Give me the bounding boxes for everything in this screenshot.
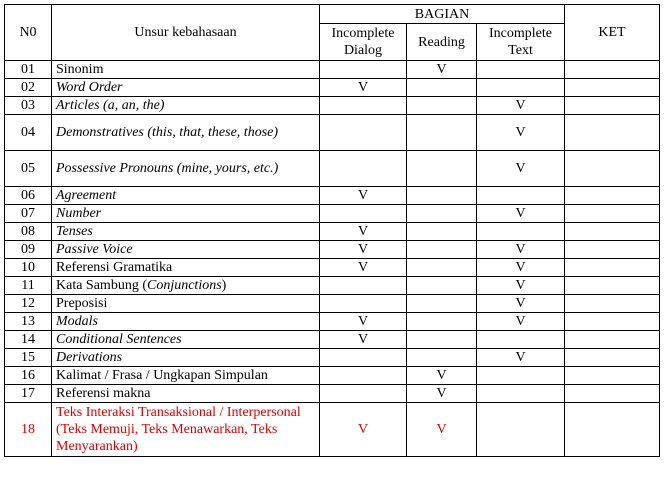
mark-incomplete-text: V <box>477 115 565 151</box>
mark-incomplete-dialog <box>320 367 407 385</box>
ket-cell <box>565 259 660 277</box>
unsur-text: Modals <box>56 314 98 329</box>
mark-incomplete-dialog: V <box>320 241 407 259</box>
unsur-text: Passive Voice <box>56 242 133 257</box>
unsur-text: Derivations <box>56 350 123 365</box>
header-unsur: Unsur kebahasaan <box>52 5 320 61</box>
mark-incomplete-dialog: V <box>320 313 407 331</box>
header-no: N0 <box>5 5 52 61</box>
row-number: 11 <box>5 277 52 295</box>
mark-reading: V <box>407 367 477 385</box>
ket-cell <box>565 61 660 79</box>
unsur-text: Conditional Sentences <box>56 332 182 347</box>
mark-reading <box>407 277 477 295</box>
unsur-kebahasaan <box>52 97 320 115</box>
mark-incomplete-dialog: V <box>320 403 407 457</box>
row-number: 10 <box>5 259 52 277</box>
unsur-kebahasaan <box>52 385 320 403</box>
table-row <box>5 187 660 205</box>
table-row <box>5 241 660 259</box>
mark-incomplete-dialog: V <box>320 331 407 349</box>
unsur-text: Agreement <box>56 188 117 203</box>
unsur-kebahasaan <box>52 277 320 295</box>
table-row <box>5 97 660 115</box>
unsur-text: Number <box>56 206 102 221</box>
row-number: 04 <box>5 115 52 151</box>
ket-cell <box>565 295 660 313</box>
mark-reading <box>407 205 477 223</box>
table-row <box>5 277 660 295</box>
unsur-kebahasaan <box>52 403 320 457</box>
mark-incomplete-dialog: V <box>320 79 407 97</box>
row-number: 15 <box>5 349 52 367</box>
mark-incomplete-text: V <box>477 295 565 313</box>
row-number: 07 <box>5 205 52 223</box>
row-number: 14 <box>5 331 52 349</box>
header-incomplete-dialog: Incomplete Dialog <box>320 24 407 61</box>
mark-incomplete-text: V <box>477 277 565 295</box>
unsur-text: Kata Sambung ( <box>56 278 147 293</box>
mark-reading <box>407 79 477 97</box>
header-incomplete-text: Incomplete Text <box>477 24 565 61</box>
mark-incomplete-dialog: V <box>320 259 407 277</box>
ket-cell <box>565 331 660 349</box>
mark-reading <box>407 241 477 259</box>
ket-cell <box>565 205 660 223</box>
unsur-text: Preposisi <box>56 296 108 311</box>
ket-cell <box>565 97 660 115</box>
unsur-text: Articles (a, an, the) <box>56 98 165 113</box>
mark-reading: V <box>407 403 477 457</box>
unsur-text: Referensi Gramatika <box>56 260 173 275</box>
mark-incomplete-text: V <box>477 259 565 277</box>
unsur-kebahasaan <box>52 241 320 259</box>
table-row <box>5 313 660 331</box>
unsur-kebahasaan <box>52 367 320 385</box>
mark-incomplete-text: V <box>477 205 565 223</box>
mark-incomplete-dialog <box>320 97 407 115</box>
row-number: 12 <box>5 295 52 313</box>
mark-reading <box>407 187 477 205</box>
mark-incomplete-text <box>477 403 565 457</box>
mark-reading <box>407 223 477 241</box>
mark-reading <box>407 349 477 367</box>
row-number: 02 <box>5 79 52 97</box>
unsur-text: Kalimat / Frasa / Ungkapan Simpulan <box>56 368 268 383</box>
unsur-kebahasaan <box>52 61 320 79</box>
mark-incomplete-dialog: V <box>320 223 407 241</box>
mark-reading <box>407 115 477 151</box>
row-number: 06 <box>5 187 52 205</box>
mark-incomplete-dialog <box>320 61 407 79</box>
unsur-kebahasaan <box>52 223 320 241</box>
table-body <box>5 61 660 457</box>
mark-reading <box>407 259 477 277</box>
row-number: 09 <box>5 241 52 259</box>
mark-incomplete-dialog <box>320 295 407 313</box>
ket-cell <box>565 313 660 331</box>
table-row <box>5 79 660 97</box>
unsur-kebahasaan <box>52 151 320 187</box>
table-row <box>5 205 660 223</box>
mark-incomplete-dialog <box>320 205 407 223</box>
ket-cell <box>565 403 660 457</box>
unsur-text: Demonstratives (this, that, these, those) <box>56 125 279 140</box>
header-ket: KET <box>565 5 660 61</box>
ket-cell <box>565 187 660 205</box>
mark-reading <box>407 295 477 313</box>
mark-incomplete-dialog <box>320 385 407 403</box>
row-number: 17 <box>5 385 52 403</box>
ket-cell <box>565 277 660 295</box>
mark-reading <box>407 313 477 331</box>
row-number: 08 <box>5 223 52 241</box>
row-number: 03 <box>5 97 52 115</box>
unsur-kebahasaan <box>52 205 320 223</box>
row-number: 13 <box>5 313 52 331</box>
mark-incomplete-text: V <box>477 97 565 115</box>
mark-incomplete-dialog <box>320 349 407 367</box>
mark-incomplete-text: V <box>477 241 565 259</box>
mark-incomplete-dialog <box>320 151 407 187</box>
unsur-kebahasaan <box>52 259 320 277</box>
mark-incomplete-dialog: V <box>320 187 407 205</box>
ket-cell <box>565 385 660 403</box>
unsur-kebahasaan <box>52 79 320 97</box>
unsur-text: Teks Interaksi Transaksional / Interpersonal (Teks Memuji, Teks Menawarkan, Teks Menyarankan) <box>56 405 301 454</box>
table-row <box>5 61 660 79</box>
unsur-text: Conjunctions <box>146 278 222 293</box>
mark-reading <box>407 151 477 187</box>
ket-cell <box>565 223 660 241</box>
grammar-table <box>4 4 660 457</box>
mark-incomplete-text <box>477 223 565 241</box>
mark-incomplete-text <box>477 61 565 79</box>
ket-cell <box>565 79 660 97</box>
table-row <box>5 223 660 241</box>
ket-cell <box>565 367 660 385</box>
table-row <box>5 349 660 367</box>
unsur-kebahasaan <box>52 295 320 313</box>
unsur-kebahasaan <box>52 313 320 331</box>
table-row <box>5 385 660 403</box>
mark-reading: V <box>407 61 477 79</box>
row-number: 18 <box>5 403 52 457</box>
ket-cell <box>565 241 660 259</box>
header-reading: Reading <box>407 24 477 61</box>
row-number: 16 <box>5 367 52 385</box>
mark-reading <box>407 97 477 115</box>
ket-cell <box>565 151 660 187</box>
table-row <box>5 367 660 385</box>
header-bagian: BAGIAN <box>320 5 565 24</box>
mark-incomplete-text: V <box>477 349 565 367</box>
table-row <box>5 151 660 187</box>
unsur-text: Referensi makna <box>56 386 151 401</box>
unsur-kebahasaan <box>52 115 320 151</box>
mark-reading: V <box>407 385 477 403</box>
unsur-kebahasaan <box>52 331 320 349</box>
mark-incomplete-dialog <box>320 115 407 151</box>
unsur-text: Tenses <box>56 224 93 239</box>
unsur-kebahasaan <box>52 187 320 205</box>
mark-incomplete-text <box>477 187 565 205</box>
unsur-text: Sinonim <box>56 62 104 77</box>
unsur-text: Possessive Pronouns (mine, yours, etc.) <box>56 161 279 176</box>
unsur-text: ) <box>221 278 227 293</box>
mark-incomplete-dialog <box>320 277 407 295</box>
ket-cell <box>565 115 660 151</box>
table-row <box>5 403 660 457</box>
mark-incomplete-text <box>477 79 565 97</box>
mark-reading <box>407 331 477 349</box>
row-number: 01 <box>5 61 52 79</box>
unsur-kebahasaan <box>52 349 320 367</box>
mark-incomplete-text <box>477 367 565 385</box>
table-row <box>5 331 660 349</box>
table-row <box>5 295 660 313</box>
table-row <box>5 259 660 277</box>
mark-incomplete-text: V <box>477 151 565 187</box>
mark-incomplete-text: V <box>477 313 565 331</box>
row-number: 05 <box>5 151 52 187</box>
table-row <box>5 115 660 151</box>
mark-incomplete-text <box>477 385 565 403</box>
ket-cell <box>565 349 660 367</box>
unsur-text: Word Order <box>56 80 123 95</box>
mark-incomplete-text <box>477 331 565 349</box>
